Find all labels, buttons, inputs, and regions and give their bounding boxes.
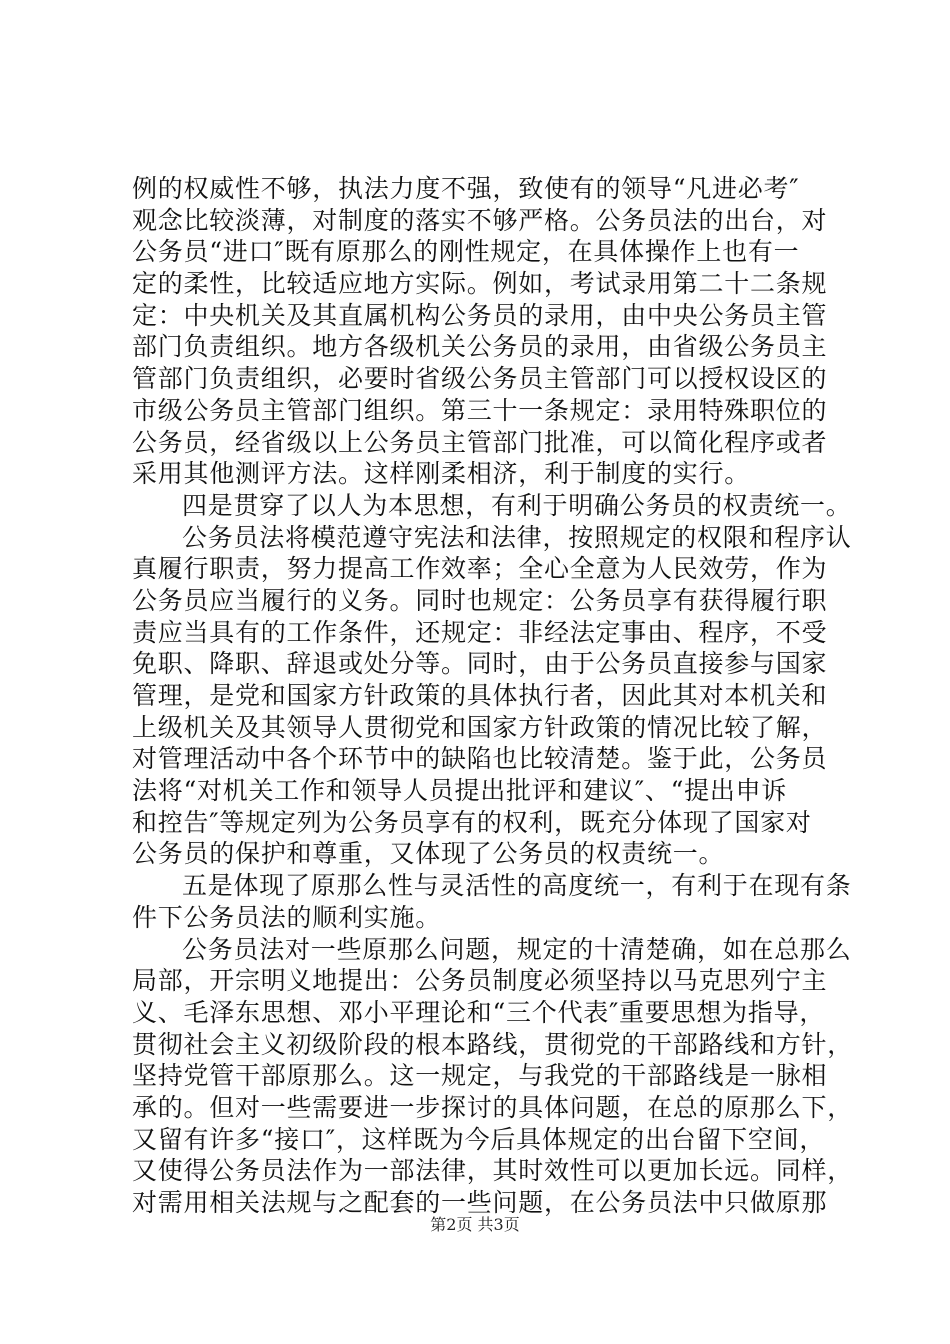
page-number-footer: 第2页 共3页 (430, 1215, 520, 1234)
text-line: 公务员的保护和尊重，又体现了公务员的权责统一。 (132, 839, 725, 869)
text-line: 对需用相关法规与之配套的一些问题，在公务员法中只做原那 (132, 1188, 828, 1217)
text-line: 例的权威性不够，执法力度不强，致使有的领导“凡进必考″ (132, 174, 800, 203)
text-line: 公务员法对一些原那么问题，规定的十清楚确，如在总那么 (182, 934, 852, 964)
paragraph-heading: 四是贯穿了以人为本思想，有利于明确公务员的权责统一。 (182, 490, 852, 520)
text-line: 部门负责组织。地方各级机关公务员的录用，由省级公务员主 (132, 332, 828, 362)
paragraph-heading: 五是体现了原那么性与灵活性的高度统一，有利于在现有条 (182, 871, 852, 901)
text-line: 又使得公务员法作为一部法律，其时效性可以更加长远。同样， (132, 1156, 854, 1186)
text-line: 又留有许多“接口″，这样既为今后具体规定的出台留下空间， (132, 1124, 826, 1154)
text-line: 免职、降职、辞退或处分等。同时，由于公务员直接参与国家 (132, 649, 828, 679)
text-line: 和控告″等规定列为公务员享有的权利，既充分体现了国家对 (132, 807, 812, 837)
text-line: 真履行职责，努力提高工作效率；全心全意为人民效劳，作为 (132, 554, 828, 584)
text-line: 贯彻社会主义初级阶段的根本路线，贯彻党的干部路线和方针， (132, 1029, 854, 1059)
text-line: 管部门负责组织，必要时省级公务员主管部门可以授权设区的 (132, 364, 828, 394)
text-line: 公务员法将模范遵守宪法和法律，按照规定的权限和程序认 (182, 522, 852, 552)
text-line: 观念比较淡薄，对制度的落实不够严格。公务员法的出台，对 (132, 205, 828, 235)
text-line: 责应当具有的工作条件，还规定：非经法定事由、程序，不受 (132, 617, 828, 647)
text-line: 定的柔性，比较适应地方实际。例如，考试录用第二十二条规 (132, 269, 828, 299)
document-body (132, 173, 854, 1219)
text-line: 管理，是党和国家方针政策的具体执行者，因此其对本机关和 (132, 681, 828, 710)
text-line: 件下公务员法的顺利实施。 (132, 902, 442, 932)
text-line: 采用其他测评方法。这样刚柔相济，利于制度的实行。 (132, 459, 751, 489)
text-line: 法将“对机关工作和领导人员提出批评和建议″、“提出申诉 (132, 776, 788, 806)
text-line: 对管理活动中各个环节中的缺陷也比较清楚。鉴于此，公务员 (132, 744, 828, 774)
text-line: 坚持党管干部原那么。这一规定，与我党的干部路线是一脉相 (132, 1061, 828, 1091)
text-line: 承的。但对一些需要进一步探讨的具体问题，在总的原那么下， (132, 1092, 854, 1122)
text-line: 义、毛泽东思想、邓小平理论和“三个代表″重要思想为指导， (132, 997, 826, 1027)
text-line: 公务员应当履行的义务。同时也规定：公务员享有获得履行职 (132, 585, 828, 615)
text-line: 公务员“进口″既有原那么的刚性规定，在具体操作上也有一 (132, 237, 800, 267)
text-line: 上级机关及其领导人贯彻党和国家方针政策的情况比较了解， (132, 712, 828, 742)
text-line: 定：中央机关及其直属机构公务员的录用，由中央公务员主管 (132, 300, 828, 330)
text-line: 市级公务员主管部门组织。第三十一条规定：录用特殊职位的 (132, 395, 828, 425)
text-line: 公务员，经省级以上公务员主管部门批准，可以简化程序或者 (132, 427, 828, 457)
text-line: 局部，开宗明义地提出：公务员制度必须坚持以马克思列宁主 (132, 966, 828, 996)
